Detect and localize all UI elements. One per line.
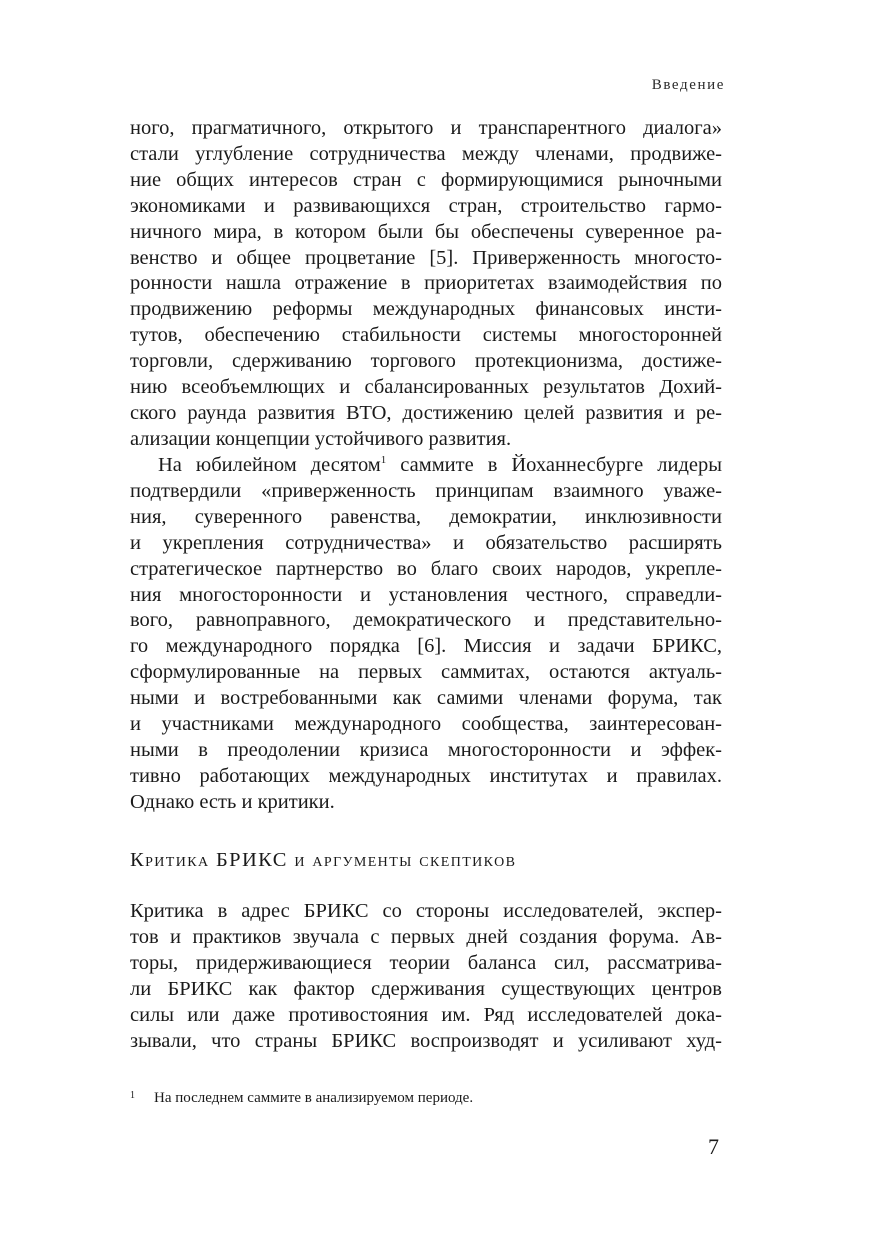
text-line: тутов, обеспечению стабильности системы многосторонней [130, 324, 722, 347]
paragraph-1 [130, 116, 722, 453]
text-line: нию всеобъемлющих и сбалансированных результатов Дохий- [130, 376, 722, 399]
text-line: ского раунда развития ВТО, достижению целей развития и ре- [130, 401, 722, 424]
text-line: вого, равноправного, демократического и представительно- [130, 609, 722, 632]
footnote [130, 1090, 473, 1107]
text-line: ализации концепции устойчивого развития. [130, 427, 512, 450]
footnote-text: На последнем саммите в анализируемом периоде. [154, 1090, 474, 1106]
text-line: стали углубление сотрудничества между членами, продвиже- [130, 142, 722, 165]
text-line: торговли, сдерживанию торгового протекционизма, достиже- [130, 350, 722, 373]
text-line: Критика в адрес БРИКС со стороны исследователей, экспер- [130, 900, 722, 922]
footnote-number: 1 [130, 1090, 135, 1101]
text-line: и укрепления сотрудничества» и обязательство расширять [130, 531, 722, 554]
text-fragment: саммите в Йоханнесбурге лидеры [386, 454, 723, 476]
text-line: стратегическое партнерство во благо своих народов, укрепле- [130, 557, 722, 580]
page-number: 7 [708, 1134, 719, 1159]
text-line-first [130, 453, 722, 479]
text-line: го международного порядка [6]. Миссия и задачи БРИКС, [130, 635, 722, 658]
text-line: ния многосторонности и установления честного, справедли- [130, 583, 722, 606]
text-line: силы или даже противостояния им. Ряд исследователей дока- [130, 1003, 722, 1026]
text-line: венство и общее процветание [5]. Приверженность многосто- [130, 246, 722, 269]
text-line: тов и практиков звучала с первых дней создания форума. Ав- [130, 925, 722, 948]
text-line: сформулированные на первых саммитах, остаются актуаль- [130, 661, 722, 684]
text-line: ничного мира, в котором были бы обеспечены суверенное ра- [130, 220, 722, 243]
text-line: ными и востребованными как самими членами форума, так [130, 687, 722, 710]
text-line: экономиками и развивающихся стран, строительство гармо- [130, 194, 722, 217]
text-line: ными в преодолении кризиса многосторонности и эффек- [130, 738, 722, 761]
text-line: подтвердили «приверженность принципам взаимного уваже- [130, 479, 722, 502]
text-line: Однако есть и критики. [130, 790, 335, 813]
text-line: ние общих интересов стран с формирующимися рыночными [130, 168, 722, 191]
text-line: торы, придерживающиеся теории баланса сил, рассматрива- [130, 951, 722, 974]
text-line: продвижению реформы международных финансовых инсти- [130, 298, 722, 321]
text-line: зывали, что страны БРИКС воспроизводят и усиливают худ- [130, 1029, 722, 1052]
text-fragment: На юбилейном десятом [158, 454, 381, 476]
text-line: ли БРИКС как фактор сдерживания существующих центров [130, 977, 722, 1000]
section-heading: Критика БРИКС и аргументы скептиков [130, 849, 517, 871]
running-header: Введение [651, 77, 725, 93]
text-line: ронности нашла отражение в приоритетах взаимодействия по [130, 272, 722, 295]
text-line: ния, суверенного равенства, демократии, инклюзивности [130, 505, 722, 528]
paragraph-2 [130, 453, 722, 816]
text-line: и участниками международного сообщества, заинтересован- [130, 713, 722, 736]
text-line: ного, прагматичного, открытого и транспарентного диалога» [130, 117, 722, 139]
paragraph-3 [130, 899, 722, 1054]
text-line: тивно работающих международных институтах и правилах. [130, 764, 722, 787]
footnote-reference: 1 [380, 454, 387, 467]
